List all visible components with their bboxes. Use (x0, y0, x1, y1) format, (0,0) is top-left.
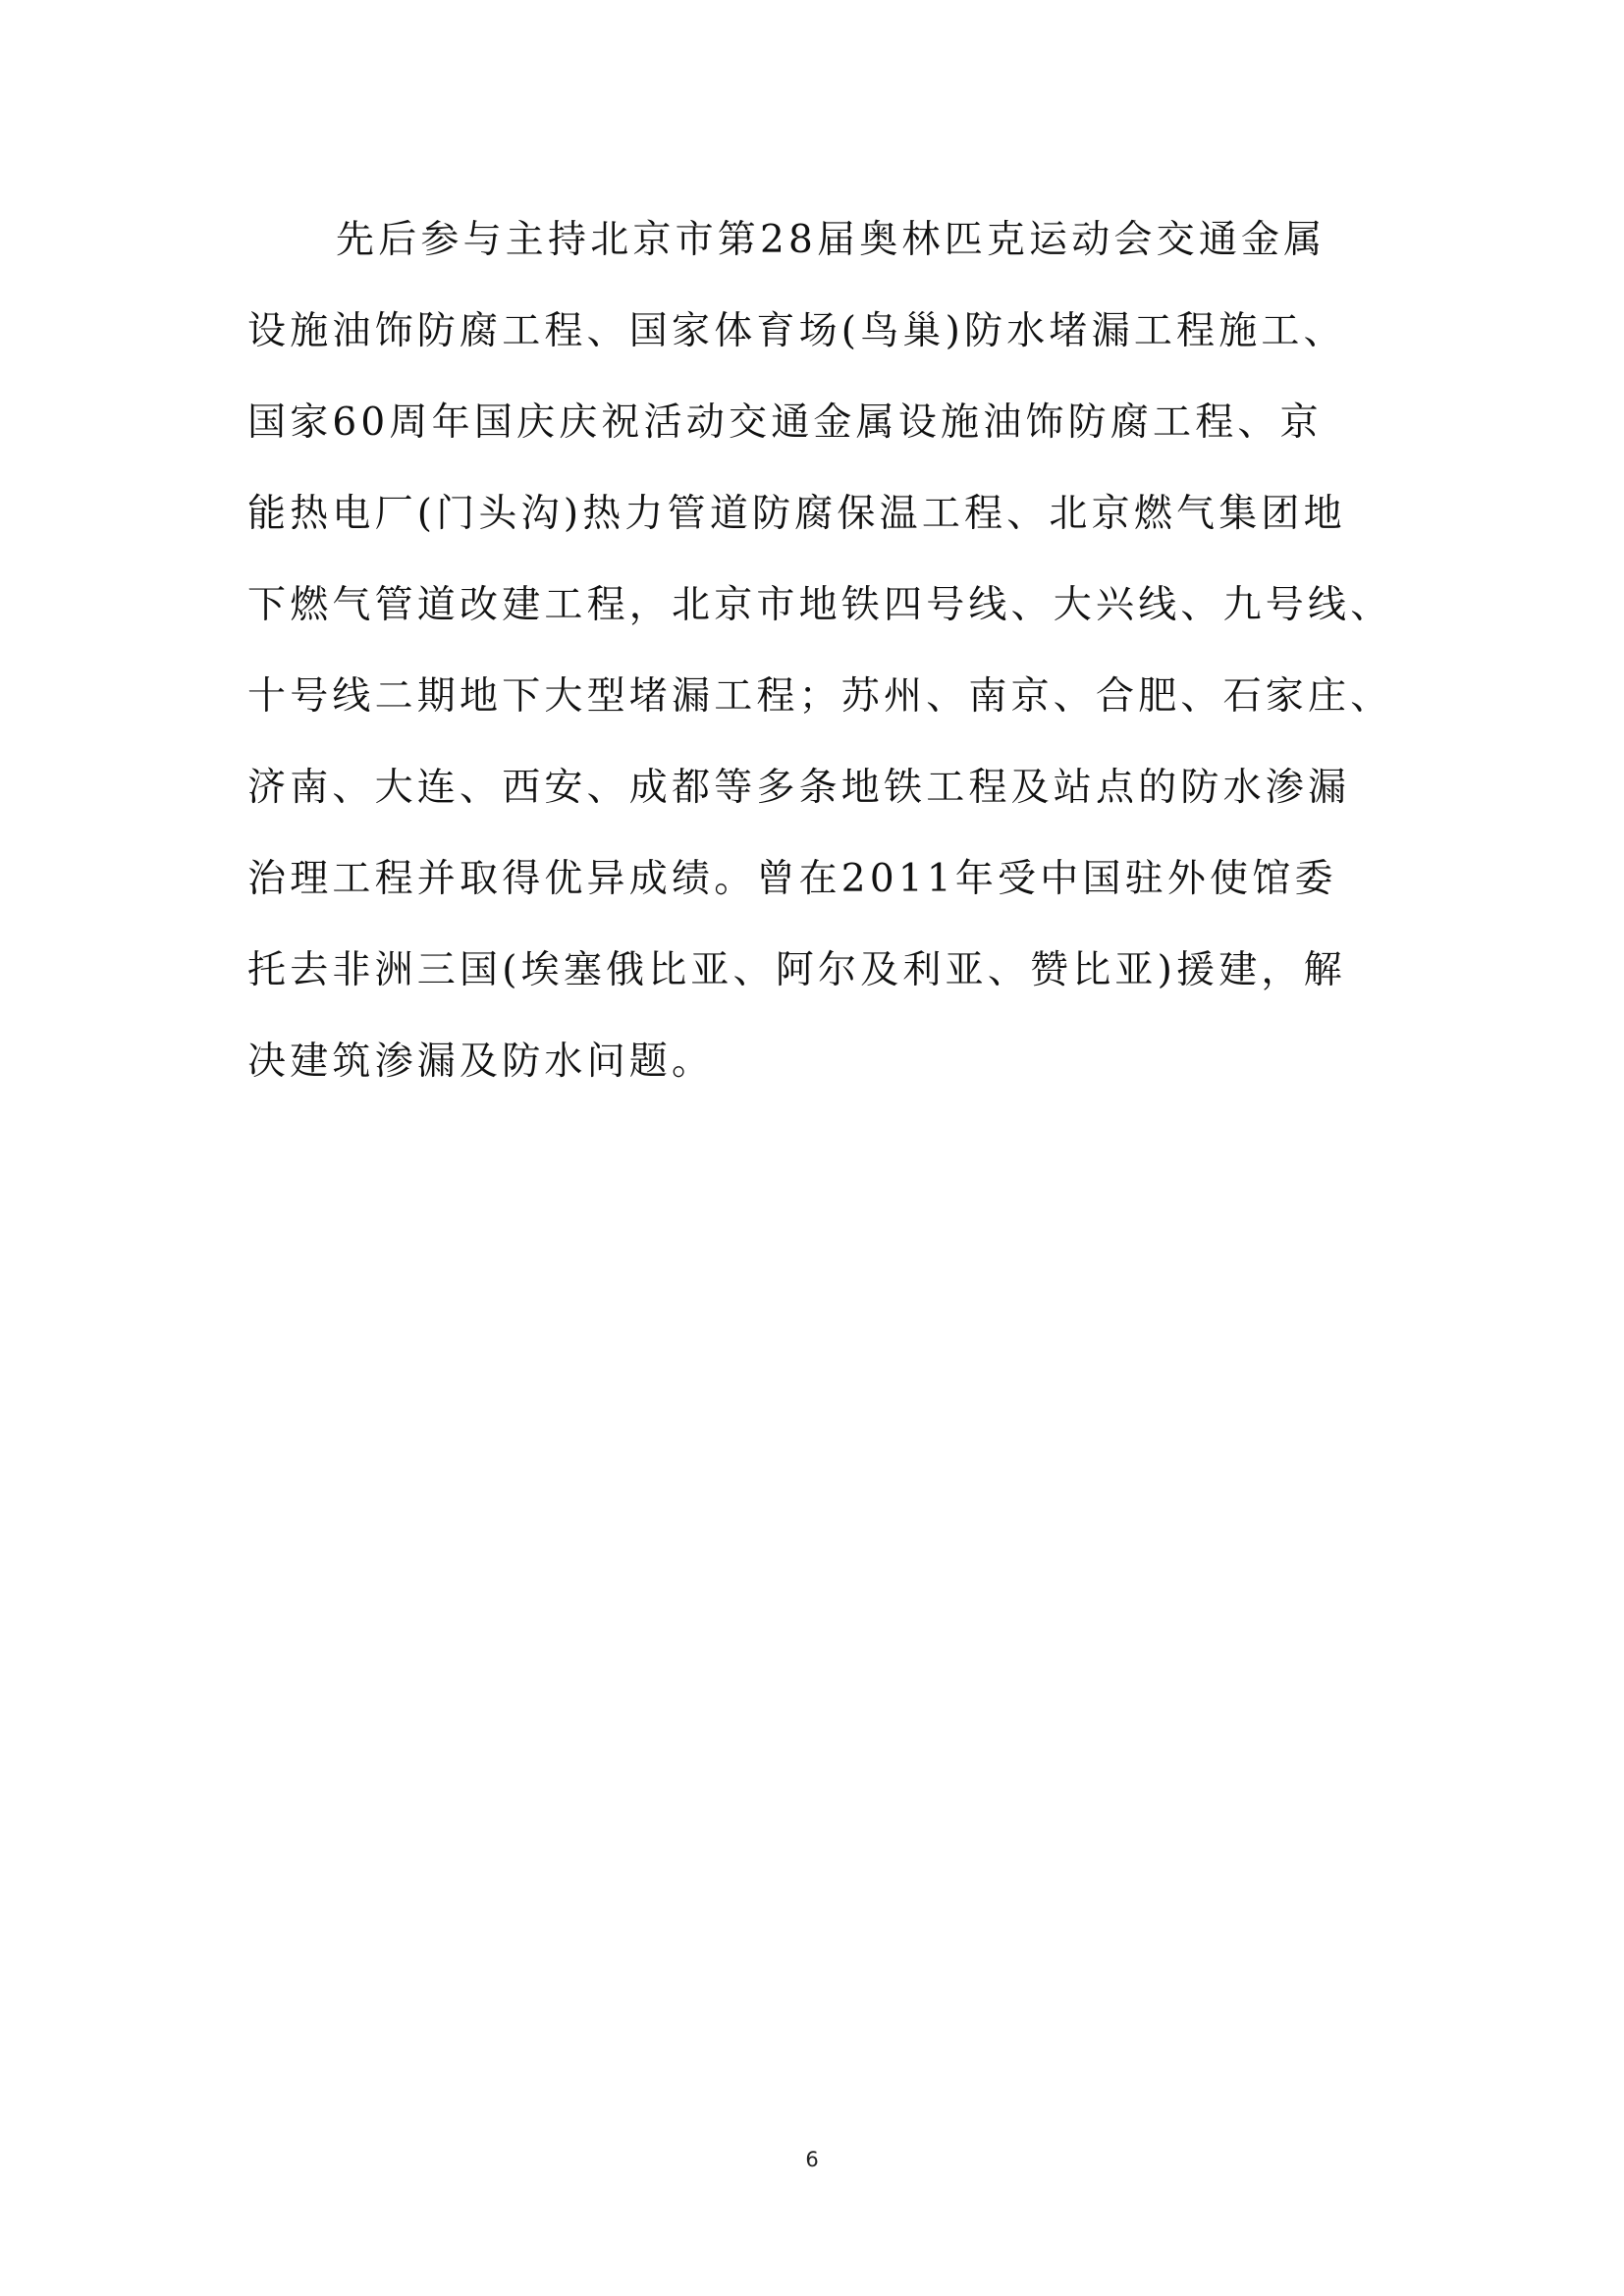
paragraph-line-4: 能热电厂(门头沟)热力管道防腐保温工程、北京燃气集团地 (247, 492, 1346, 536)
paragraph-line-5: 下燃气管道改建工程，北京市地铁四号线、大兴线、九号线、 (247, 583, 1393, 627)
paragraph-line-8: 治理工程并取得优异成绩。曾在2011年受中国驻外使馆委 (247, 857, 1337, 901)
paragraph-line-7: 济南、大连、西安、成都等多条地铁工程及站点的防水渗漏 (247, 766, 1351, 810)
body-paragraph (247, 208, 1396, 1121)
paragraph-line-6: 十号线二期地下大型堵漏工程；苏州、南京、合肥、石家庄、 (247, 674, 1393, 719)
paragraph-line-2: 设施油饰防腐工程、国家体育场(鸟巢)防水堵漏工程施工、 (247, 309, 1346, 353)
paragraph-line-1: 先后参与主持北京市第28届奥林匹克运动会交通金属 (336, 218, 1326, 262)
paragraph-line-10: 决建筑渗漏及防水问题。 (247, 1040, 715, 1084)
paragraph-line-3: 国家60周年国庆庆祝活动交通金属设施油饰防腐工程、京 (247, 400, 1323, 445)
paragraph-line-9: 托去非洲三国(埃塞俄比亚、阿尔及利亚、赞比亚)援建，解 (247, 948, 1346, 992)
page-number: 6 (805, 2148, 819, 2171)
